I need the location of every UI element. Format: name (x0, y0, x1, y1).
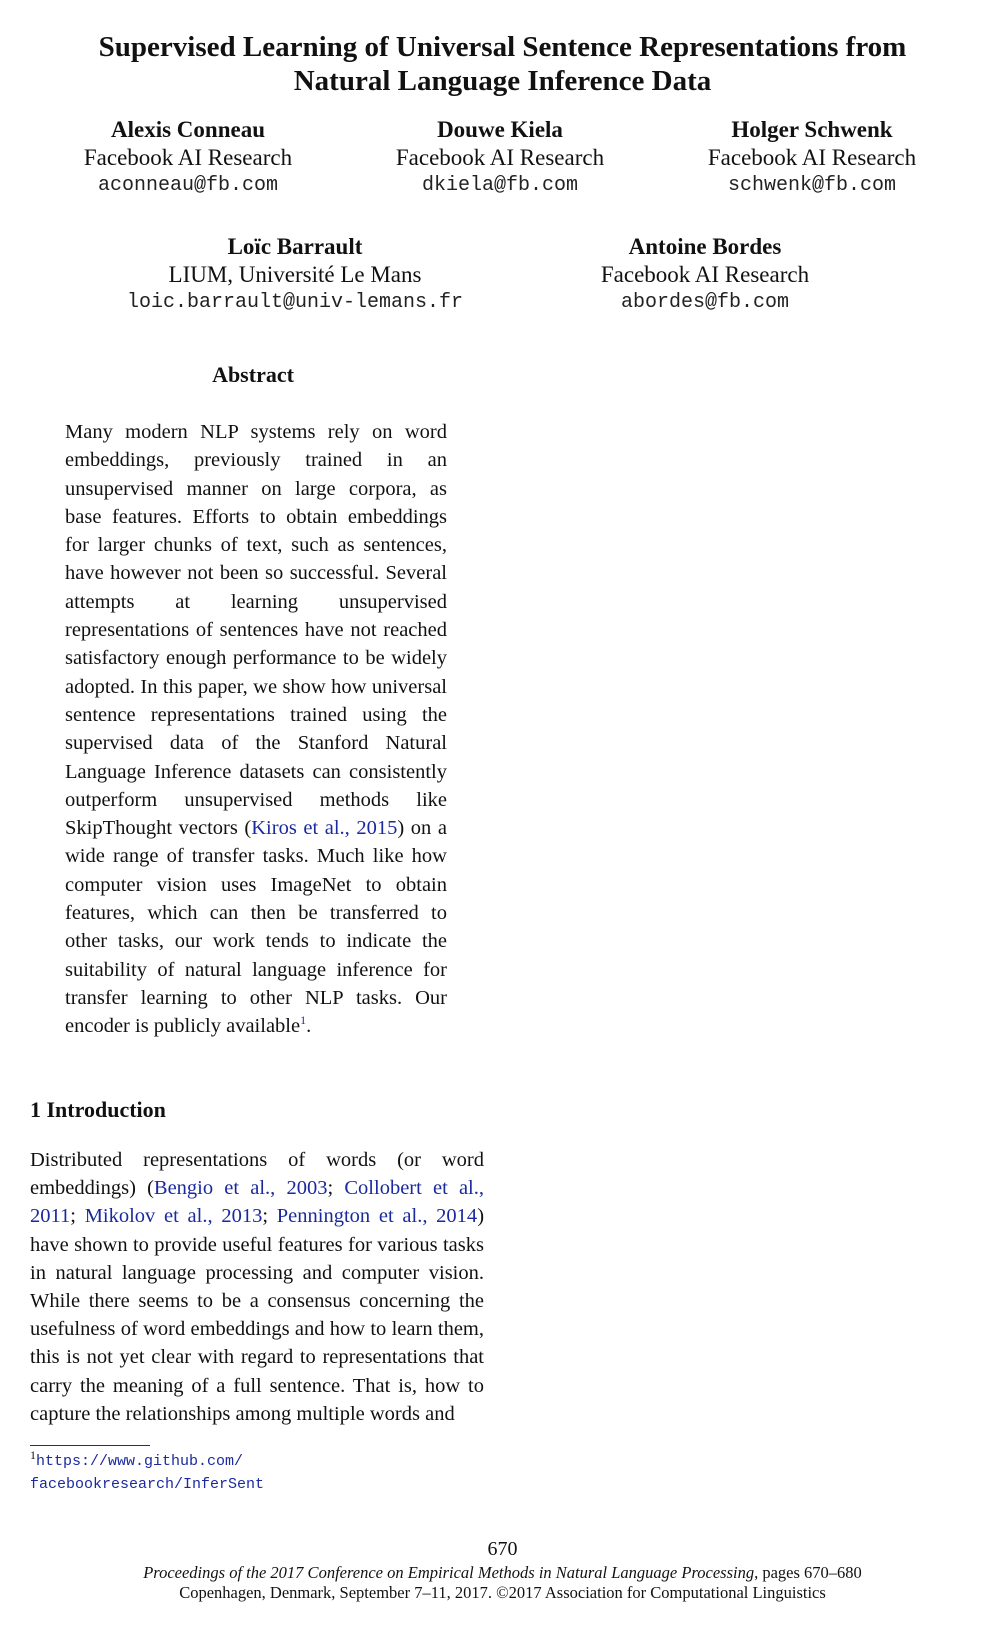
author-name: Douwe Kiela (437, 117, 563, 142)
citation-link[interactable]: Bengio et al., 2003 (153, 1177, 328, 1200)
author-block-4 (120, 233, 470, 317)
author-affiliation: Facebook AI Research (600, 262, 810, 287)
abstract-text-2: ) on a wide range of transfer tasks. Much like how computer vision uses ImageNet to obtain features, which can then be transferred to other tasks, our work tends to indicate the suitability of natural language inference for transfer learning to other NLP tasks. Our encoder is publicly available (65, 817, 447, 1038)
proceedings-location: Copenhagen, Denmark, September 7–11, 2017. ©2017 Association for Computational Linguistics (179, 1583, 826, 1602)
intro-text: ) have shown to provide useful features for various tasks in natural language processing and computer vision. While there seems to be a consensus concerning the usefulness of word embeddings and how to learn them, this is not yet clear with regard to representations that carry the meaning of a full sentence. That is, how to capture the relationships among multiple words and (30, 1205, 485, 1425)
abstract-text-3: . (306, 1015, 312, 1038)
citation-link[interactable]: Pennington et al., 2014 (276, 1205, 478, 1228)
intro-text: Distributed representations of words (or word embeddings) ( (30, 1149, 484, 1200)
author-email: schwenk@fb.com (727, 174, 897, 197)
footnote-url-2[interactable]: facebookresearch/InferSent (30, 1476, 265, 1493)
author-name: Alexis Conneau (111, 117, 265, 142)
author-name: Loïc Barrault (227, 234, 363, 259)
footnote-number: 1 (30, 1448, 36, 1462)
citation-link[interactable]: Kiros et al., 2015 (251, 817, 398, 840)
author-email: abordes@fb.com (620, 291, 790, 314)
author-name: Holger Schwenk (731, 117, 893, 142)
footnote-rule (30, 1445, 150, 1446)
footnote-marker[interactable]: 1 (300, 1013, 307, 1028)
author-email: loic.barrault@univ-lemans.fr (126, 291, 464, 314)
separator: ; (70, 1205, 85, 1228)
author-name: Antoine Bordes (628, 234, 782, 259)
title-line-2: Natural Language Inference Data (293, 65, 712, 97)
title-line-1: Supervised Learning of Universal Sentence Representations from (98, 31, 907, 63)
author-email: aconneau@fb.com (97, 174, 279, 197)
abstract-heading: Abstract (212, 362, 294, 387)
author-affiliation: Facebook AI Research (707, 145, 917, 170)
author-email: dkiela@fb.com (421, 174, 579, 197)
section-heading-introduction: 1 Introduction (30, 1097, 166, 1122)
abstract-text-1: Many modern NLP systems rely on word embeddings, previously trained in an unsupervised manner on large corpora, as base features. Efforts to obtain embeddings for larger chunks of text, such as sentences, have however not been so successful. Several attempts at learning unsupervised representations of sentences have not reached satisfactory enough performance to be widely adopted. In this paper, we show how universal sentence representations trained using the supervised data of the Stanford Natural Language Inference datasets can consistently outperform unsupervised methods like SkipThought vectors ( (65, 421, 447, 840)
author-block-1 (38, 116, 338, 200)
author-block-5 (555, 233, 855, 317)
abstract-text (65, 418, 447, 1041)
page-number: 670 (487, 1538, 518, 1560)
intro-paragraph-1 (30, 1146, 484, 1428)
author-affiliation: LIUM, Université Le Mans (168, 262, 422, 287)
separator: ; (327, 1177, 345, 1200)
proceedings-footer (0, 1563, 1005, 1603)
paper-title (30, 30, 975, 98)
footnote-url-1[interactable]: https://www.github.com/ (36, 1453, 244, 1470)
author-affiliation: Facebook AI Research (395, 145, 605, 170)
footnote (30, 1450, 264, 1496)
proceedings-title: Proceedings of the 2017 Conference on Empirical Methods in Natural Language Processing (143, 1563, 755, 1582)
author-affiliation: Facebook AI Research (83, 145, 293, 170)
citation-link[interactable]: Mikolov et al., 2013 (84, 1205, 263, 1228)
author-block-3 (662, 116, 962, 200)
separator: ; (262, 1205, 277, 1228)
citation-link[interactable]: Collobert et al., 2011 (30, 1177, 484, 1228)
author-block-2 (350, 116, 650, 200)
proceedings-pages: , pages 670–680 (754, 1563, 862, 1582)
